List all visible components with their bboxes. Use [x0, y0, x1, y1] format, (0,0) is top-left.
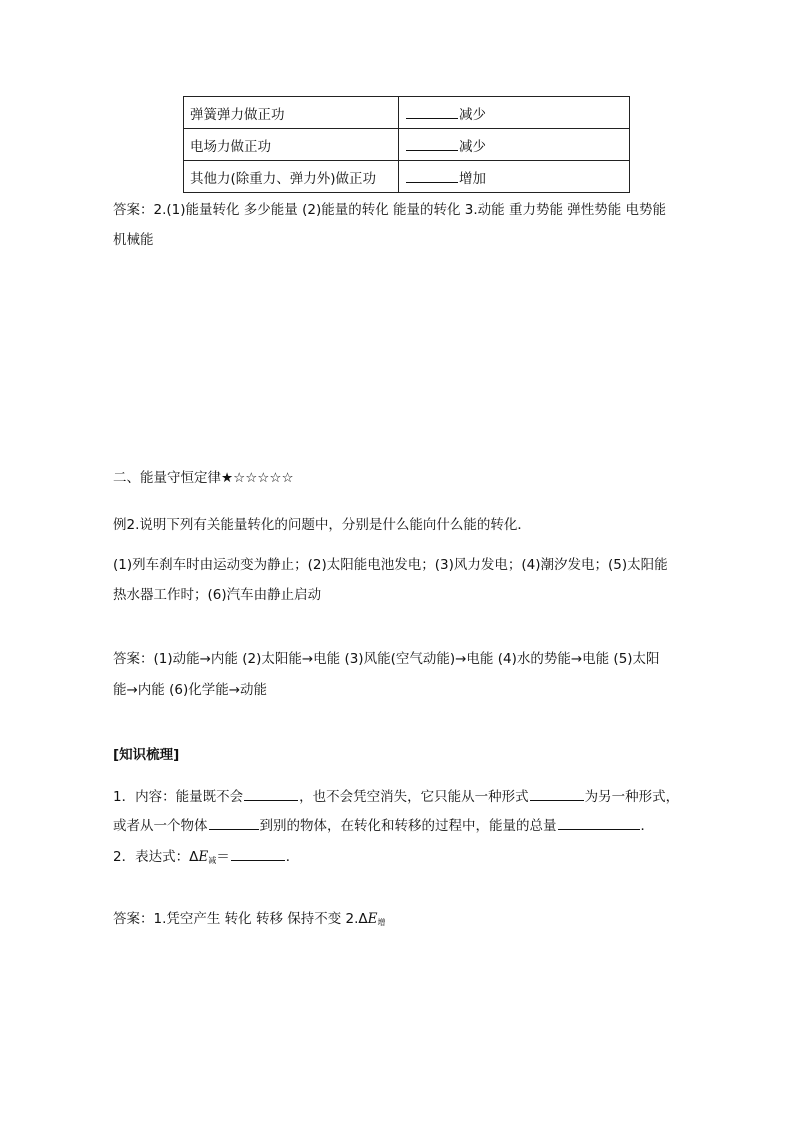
- table-cell: 其他力(除重力、弹力外)做正功: [184, 161, 399, 193]
- example-items-line: 热水器工作时；(6)汽车由静止启动: [113, 587, 322, 603]
- table-cell-text: 减少: [459, 138, 486, 155]
- section-title: 二、能量守恒定律: [113, 470, 221, 486]
- table-cell-text: 减少: [459, 106, 486, 123]
- answer-line: 机械能: [113, 232, 154, 248]
- fill-blank: [209, 815, 259, 830]
- text-segment: 答案：1.凭空产生 转化 转移 保持不变 2.Δ: [113, 911, 368, 927]
- knowledge-item-1: [113, 786, 679, 808]
- fill-blank: [530, 786, 584, 801]
- table-cell: [399, 161, 630, 193]
- knowledge-item-1-cont: [113, 815, 654, 837]
- text-segment: ．: [285, 849, 300, 865]
- answer-line: [113, 908, 386, 934]
- text-segment: 到别的物体，在转化和转移的过程中，能量的总量: [259, 818, 557, 834]
- energy-variable: E: [367, 911, 378, 927]
- answer-line: 答案：2.(1)能量转化 多少能量 (2)能量的转化 能量的转化 3.动能 重力势能 弹性势能 电势能: [113, 202, 667, 218]
- table-row: [184, 129, 630, 161]
- knowledge-heading: [知识梳理]: [113, 747, 180, 763]
- fill-blank: [406, 168, 458, 183]
- table-cell-text: 增加: [459, 170, 486, 187]
- difficulty-stars: ★☆☆☆☆☆: [221, 470, 294, 486]
- answer-line: 能→内能 (6)化学能→动能: [113, 682, 268, 698]
- example-items-line: (1)列车刹车时由运动变为静止；(2)太阳能电池发电；(3)风力发电；(4)潮汐发电；(5)太阳能: [113, 557, 668, 573]
- fill-blank: [244, 786, 298, 801]
- variable-subscript: 减: [208, 856, 217, 865]
- fill-blank: [558, 815, 640, 830]
- variable-subscript: 增: [377, 918, 386, 927]
- example-question: 例2.说明下列有关能量转化的问题中，分别是什么能向什么能的转化．: [113, 517, 531, 533]
- answer-line: 答案：(1)动能→内能 (2)太阳能→电能 (3)风能(空气动能)→电能 (4)水的势能→电能 (5)太阳: [113, 651, 660, 667]
- energy-variable: E: [198, 849, 209, 865]
- text-segment: ＝: [216, 849, 230, 865]
- table-cell: 弹簧弹力做正功: [184, 97, 399, 129]
- knowledge-item-2: [113, 846, 299, 872]
- fill-blank: [406, 136, 458, 151]
- table-row: [184, 161, 630, 193]
- table-row: [184, 97, 630, 129]
- text-segment: ．: [640, 818, 654, 834]
- text-segment: ，也不会凭空消失，它只能从一种形式: [299, 789, 529, 805]
- text-segment: 为另一种形式，: [584, 789, 680, 805]
- text-segment: 1．内容：能量既不会: [113, 789, 244, 805]
- text-segment: 2．表达式：Δ: [113, 849, 199, 865]
- fill-blank: [406, 104, 458, 119]
- section-heading: [113, 467, 294, 489]
- table-cell: [399, 97, 630, 129]
- text-segment: 或者从一个物体: [113, 818, 208, 834]
- table-cell: [399, 129, 630, 161]
- fill-blank: [231, 846, 285, 861]
- table-cell: 电场力做正功: [184, 129, 399, 161]
- energy-change-table: [183, 96, 630, 193]
